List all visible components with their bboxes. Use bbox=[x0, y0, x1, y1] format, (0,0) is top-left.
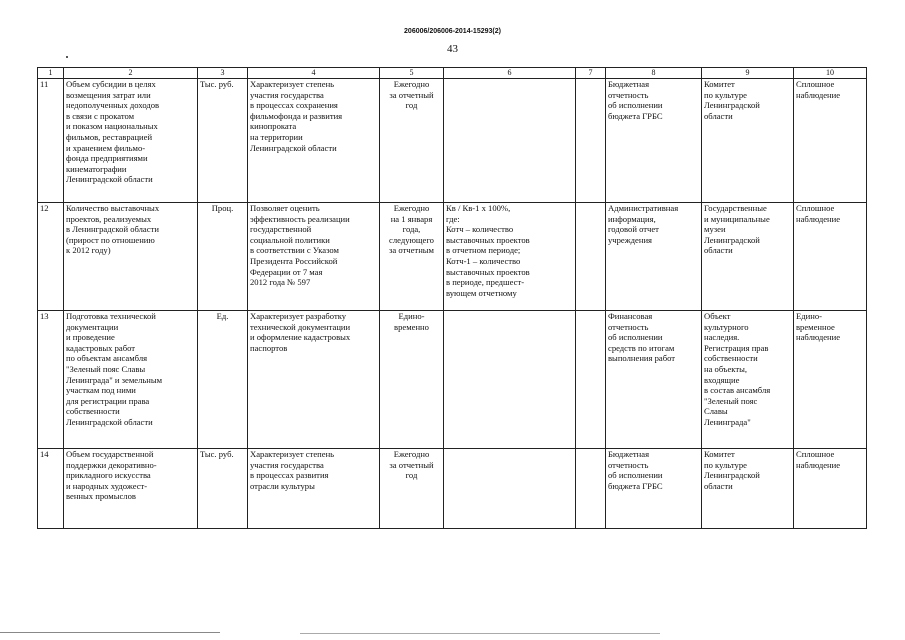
indicator-name: Количество выставочных проектов, реализуемых в Ленинградской области (прирост по отношению к 2012 году) bbox=[64, 203, 198, 311]
row-number: 12 bbox=[38, 203, 64, 311]
algorithm bbox=[444, 79, 576, 203]
responsible: Государственные и муниципальные музеи Ленинградской области bbox=[702, 203, 794, 311]
data-source: Бюджетная отчетность об исполнении бюджета ГРБС bbox=[606, 79, 702, 203]
table-row bbox=[38, 79, 867, 203]
periodicity: Ежегодно за отчетный год bbox=[380, 79, 444, 203]
column-header: 5 bbox=[380, 68, 444, 79]
column-header: 2 bbox=[64, 68, 198, 79]
definition: Характеризует степень участия государства в процессах сохранения фильмофонда и развития кинопроката на территории Ленинградской области bbox=[248, 79, 380, 203]
definition: Характеризует разработку технической документации и оформление кадастровых паспортов bbox=[248, 311, 380, 449]
column-number-row bbox=[38, 68, 867, 79]
data-source: Финансовая отчетность об исполнении средств по итогам выполнения работ bbox=[606, 311, 702, 449]
row-number: 14 bbox=[38, 449, 64, 529]
column-header: 4 bbox=[248, 68, 380, 79]
collection-method: Сплошное наблюдение bbox=[794, 449, 867, 529]
row-number: 11 bbox=[38, 79, 64, 203]
scan-speck bbox=[66, 56, 68, 58]
indicators-table bbox=[37, 67, 867, 529]
algorithm: Кв / Кв-1 x 100%, где: Котч – количество выставочных проектов в отчетном периоде; Котч-1 – количество выставочных проектов в периоде, предшест- вующем отчетному bbox=[444, 203, 576, 311]
document-number: 206006/206006-2014-15293(2) bbox=[404, 28, 501, 35]
responsible: Объект культурного наследия. Регистрация прав собственности на объекты, входящие в состав ансамбля "Зеленый пояс Славы Ленинграда" bbox=[702, 311, 794, 449]
collection-method: Сплошное наблюдение bbox=[794, 79, 867, 203]
column-header: 8 bbox=[606, 68, 702, 79]
table-row bbox=[38, 311, 867, 449]
data-source: Административная информация, годовой отчет учреждения bbox=[606, 203, 702, 311]
definition: Характеризует степень участия государства в процессах развития отрасли культуры bbox=[248, 449, 380, 529]
algorithm bbox=[444, 449, 576, 529]
indicator-name: Объем субсидии в целях возмещения затрат или недополученных доходов в связи с прокатом и показом национальных фильмов, реставрацией и хранением фильмо- фонда предприятиями кинематографии Ленинградской области bbox=[64, 79, 198, 203]
table-row bbox=[38, 449, 867, 529]
data-source: Бюджетная отчетность об исполнении бюджета ГРБС bbox=[606, 449, 702, 529]
indicator-name: Подготовка технической документации и проведение кадастровых работ по объектам ансамбля "Зеленый пояс Славы Ленинграда" и земельным участкам под ними для регистрации права собственности Ленинградской области bbox=[64, 311, 198, 449]
scan-edge-line bbox=[0, 632, 220, 633]
column-header: 1 bbox=[38, 68, 64, 79]
table-row bbox=[38, 203, 867, 311]
column-header: 10 bbox=[794, 68, 867, 79]
column-header: 3 bbox=[198, 68, 248, 79]
column-header: 6 bbox=[444, 68, 576, 79]
unit: Тыс. руб. bbox=[198, 79, 248, 203]
row-number: 13 bbox=[38, 311, 64, 449]
periodicity: Ежегодно за отчетный год bbox=[380, 449, 444, 529]
responsible: Комитет по культуре Ленинградской области bbox=[702, 79, 794, 203]
unit: Ед. bbox=[198, 311, 248, 449]
base-indicators bbox=[576, 311, 606, 449]
responsible: Комитет по культуре Ленинградской области bbox=[702, 449, 794, 529]
indicator-name: Объем государственной поддержки декоративно- прикладного искусства и народных художест- венных промыслов bbox=[64, 449, 198, 529]
definition: Позволяет оценить эффективность реализации государственной социальной политики в соответствии с Указом Президента Российской Федерации от 7 мая 2012 года № 597 bbox=[248, 203, 380, 311]
column-header: 7 bbox=[576, 68, 606, 79]
column-header: 9 bbox=[702, 68, 794, 79]
unit: Тыс. руб. bbox=[198, 449, 248, 529]
periodicity: Ежегодно на 1 января года, следующего за отчетным bbox=[380, 203, 444, 311]
page-number: 43 bbox=[447, 43, 458, 55]
scan-edge-line bbox=[300, 633, 660, 634]
unit: Проц. bbox=[198, 203, 248, 311]
collection-method: Сплошное наблюдение bbox=[794, 203, 867, 311]
collection-method: Едино- временное наблюдение bbox=[794, 311, 867, 449]
base-indicators bbox=[576, 203, 606, 311]
algorithm bbox=[444, 311, 576, 449]
base-indicators bbox=[576, 449, 606, 529]
base-indicators bbox=[576, 79, 606, 203]
periodicity: Едино- временно bbox=[380, 311, 444, 449]
